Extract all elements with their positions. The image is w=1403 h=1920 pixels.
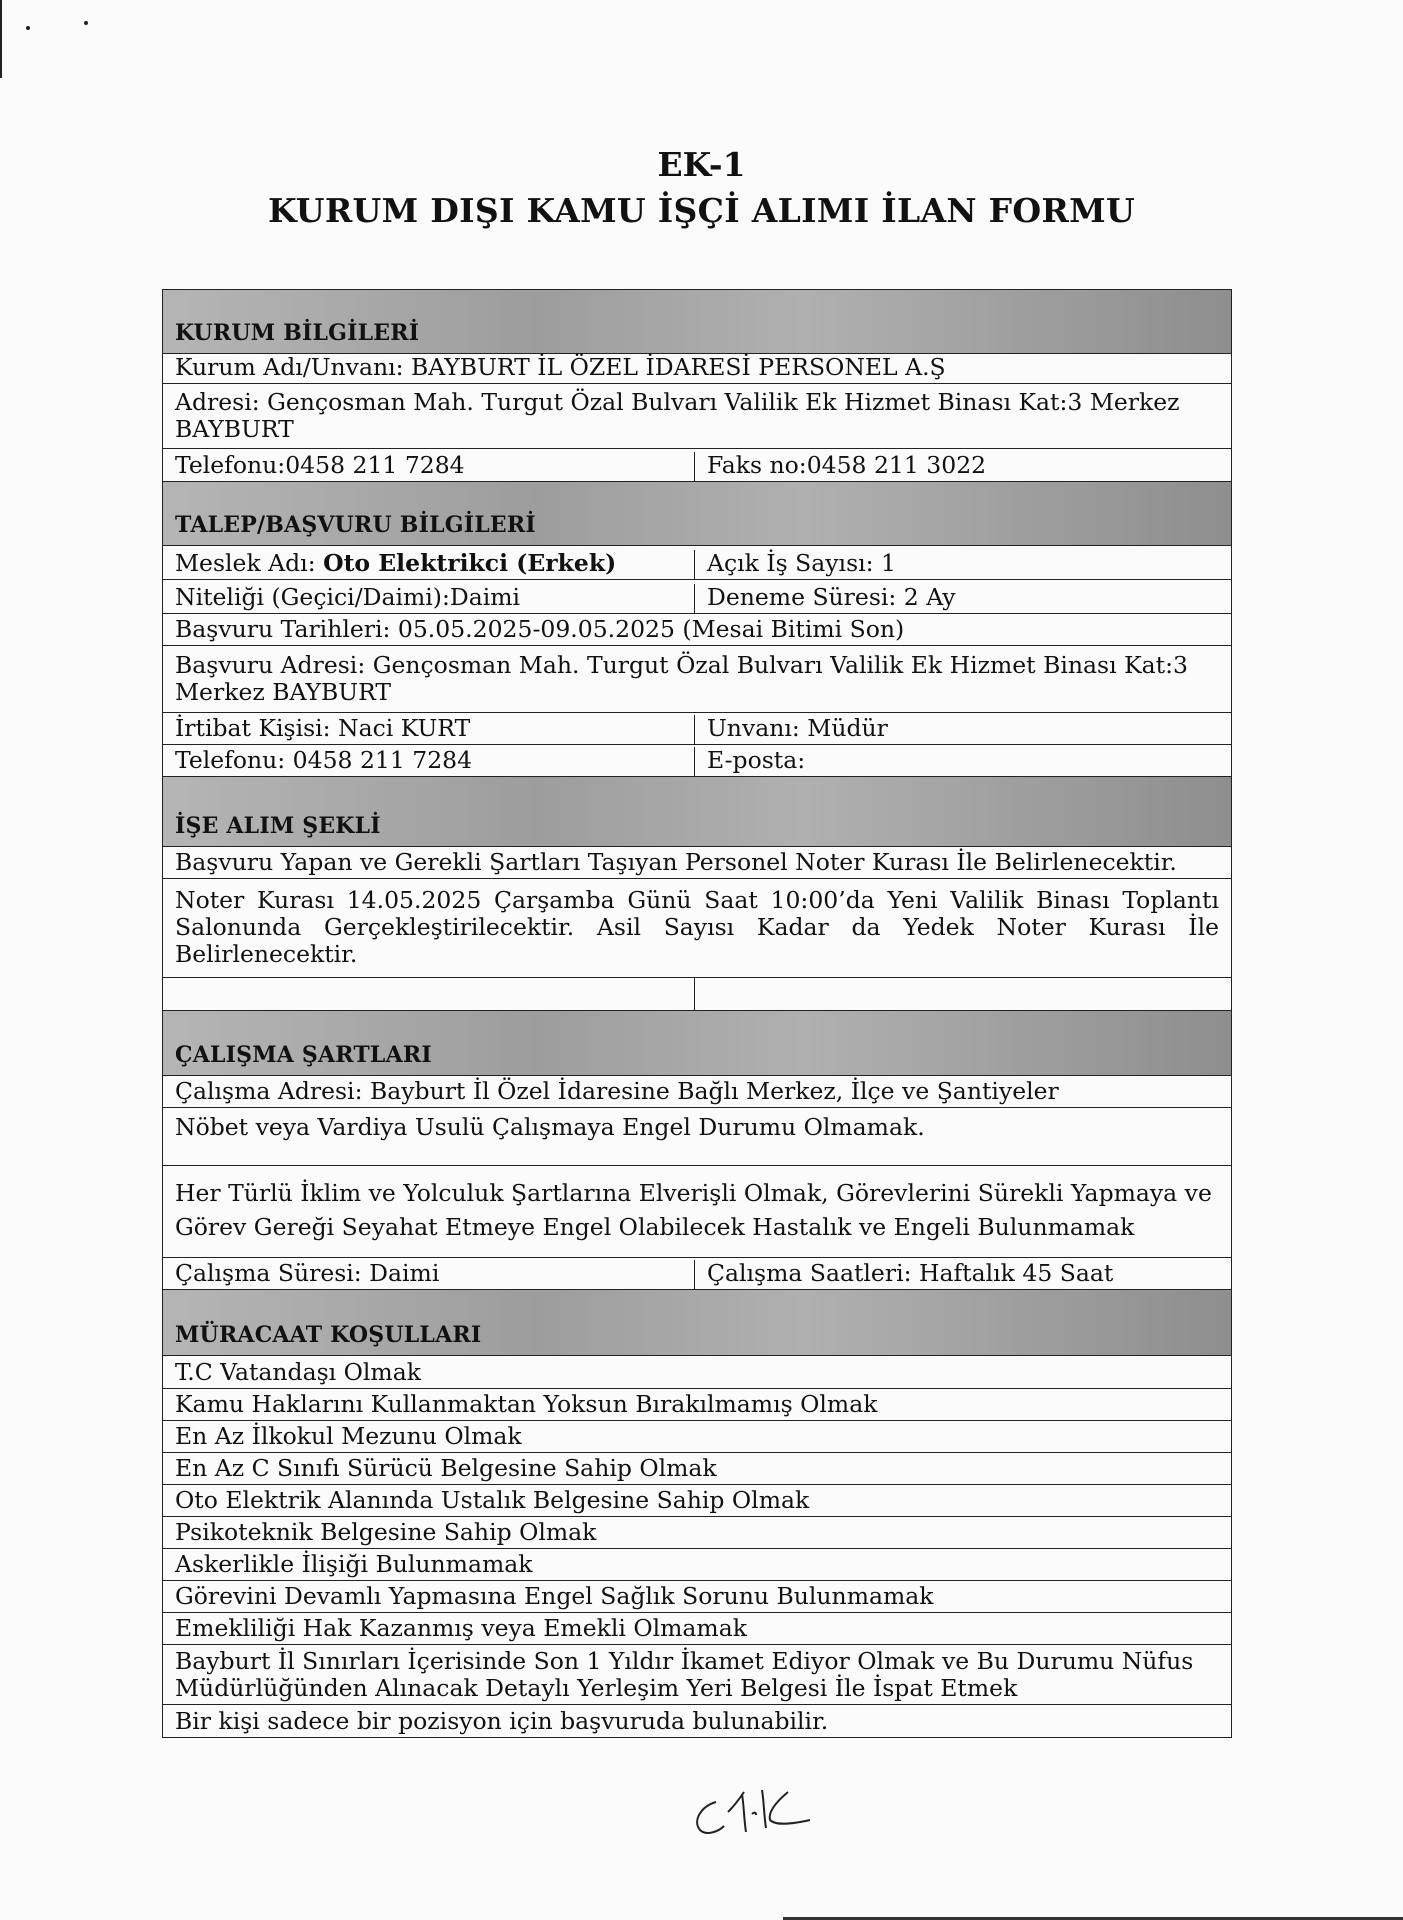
contact-email: E-posta:	[707, 746, 806, 774]
form-row	[163, 879, 1231, 978]
institution-fax: Faks no:0458 211 3022	[707, 451, 987, 479]
contact-title: Unvanı: Müdür	[707, 714, 888, 742]
requirement-item: Emekliliği Hak Kazanmış veya Emekli Olmamak	[175, 1614, 747, 1642]
form-row	[163, 1166, 1231, 1258]
open-positions: Açık İş Sayısı: 1	[707, 549, 896, 577]
application-address: Başvuru Adresi: Gençosman Mah. Turgut Özal Bulvarı Valilik Ek Hizmet Binası Kat:3 Merkez BAYBURT	[175, 651, 1188, 706]
profession-field	[163, 550, 695, 579]
section-header-ise-alim	[163, 777, 1231, 847]
requirement-item: Bir kişi sadece bir pozisyon için başvuruda bulunabilir.	[175, 1707, 829, 1735]
shift-condition: Nöbet veya Vardiya Usulü Çalışmaya Engel Durumu Olmamak.	[175, 1113, 925, 1141]
contact-phone: Telefonu: 0458 211 7284	[163, 747, 695, 776]
requirement-row	[163, 1356, 1231, 1389]
requirement-row	[163, 1421, 1231, 1453]
document-title: KURUM DIŞI KAMU İŞÇİ ALIMI İLAN FORMU	[267, 191, 1136, 230]
annex-label: EK-1	[657, 145, 746, 184]
profession-label: Meslek Adı:	[175, 549, 324, 577]
requirement-row	[163, 1485, 1231, 1517]
scan-speck	[84, 21, 88, 25]
contact-person: İrtibat Kişisi: Naci KURT	[163, 715, 695, 744]
section-title: ÇALIŞMA ŞARTLARI	[175, 1042, 432, 1068]
requirement-item: Bayburt İl Sınırları İçerisinde Son 1 Yıldır İkamet Ediyor Olmak ve Bu Durumu Nüfus Müdürlüğünden Alınacak Detaylı Yerleşim Yeri Belgesi İle İspat Etmek	[175, 1647, 1194, 1702]
form-row	[163, 646, 1231, 713]
institution-phone: Telefonu:0458 211 7284	[163, 452, 695, 481]
requirement-row	[163, 1517, 1231, 1549]
work-duration: Çalışma Süresi: Daimi	[163, 1260, 695, 1289]
section-header-kurum	[163, 290, 1231, 354]
section-header-talep	[163, 482, 1231, 546]
form-row	[163, 745, 1231, 777]
document-header	[0, 142, 1403, 234]
form-row	[163, 1076, 1231, 1108]
requirement-item: Kamu Haklarını Kullanmaktan Yoksun Bırakılmamış Olmak	[175, 1390, 878, 1418]
section-title: MÜRACAAT KOŞULLARI	[175, 1322, 482, 1348]
requirement-item: Psikoteknik Belgesine Sahip Olmak	[175, 1518, 597, 1546]
form-row	[163, 847, 1231, 879]
handwritten-signature	[688, 1772, 848, 1852]
work-address: Çalışma Adresi: Bayburt İl Özel İdaresine Bağlı Merkez, İlçe ve Şantiyeler	[175, 1077, 1059, 1105]
section-header-muracaat	[163, 1290, 1231, 1356]
requirement-item: Askerlikle İlişiği Bulunmamak	[175, 1550, 533, 1578]
form-row	[163, 713, 1231, 745]
form-row	[163, 384, 1231, 449]
form-row	[163, 449, 1231, 482]
empty-cell	[695, 978, 1231, 1010]
requirement-item: T.C Vatandaşı Olmak	[175, 1358, 421, 1386]
requirement-row	[163, 1549, 1231, 1581]
empty-cell	[163, 978, 695, 1010]
form-row	[163, 1258, 1231, 1290]
requirement-item: Görevini Devamlı Yapmasına Engel Sağlık Sorunu Bulunmamak	[175, 1582, 934, 1610]
section-header-calisma	[163, 1011, 1231, 1076]
requirement-item: En Az C Sınıfı Sürücü Belgesine Sahip Olmak	[175, 1454, 717, 1482]
scan-edge-line	[0, 0, 2, 78]
form-row	[163, 546, 1231, 580]
section-title: İŞE ALIM ŞEKLİ	[175, 813, 381, 839]
scan-speck	[26, 26, 30, 30]
form-row	[163, 614, 1231, 646]
lottery-details: Noter Kurası 14.05.2025 Çarşamba Günü Saat 10:00’da Yeni Valilik Binası Toplantı Salonunda Gerçekleştirilecektir. Asil Sayısı Kadar da Yedek Noter Kurası İle Belirlenecektir.	[175, 886, 1219, 968]
position-type: Niteliği (Geçici/Daimi):Daimi	[163, 584, 695, 613]
health-travel-condition: Her Türlü İklim ve Yolculuk Şartlarına Elverişli Olmak, Görevlerini Sürekli Yapmaya ve Görev Gereği Seyahat Etmeye Engel Olabilecek Hastalık ve Engeli Bulunmamak	[175, 1179, 1212, 1241]
requirement-row	[163, 1453, 1231, 1485]
section-title: TALEP/BAŞVURU BİLGİLERİ	[175, 512, 536, 538]
form-row	[163, 1108, 1231, 1166]
form-row	[163, 354, 1231, 384]
requirement-item: En Az İlkokul Mezunu Olmak	[175, 1422, 522, 1450]
institution-address: Adresi: Gençosman Mah. Turgut Özal Bulvarı Valilik Ek Hizmet Binası Kat:3 Merkez BAYBURT	[175, 388, 1180, 443]
application-dates: Başvuru Tarihleri: 05.05.2025-09.05.2025 (Mesai Bitimi Son)	[175, 615, 905, 643]
announcement-form	[162, 289, 1232, 1738]
work-hours: Çalışma Saatleri: Haftalık 45 Saat	[707, 1259, 1114, 1287]
requirement-row	[163, 1705, 1231, 1737]
requirement-row	[163, 1613, 1231, 1645]
requirement-item: Oto Elektrik Alanında Ustalık Belgesine Sahip Olmak	[175, 1486, 810, 1514]
requirement-row	[163, 1389, 1231, 1421]
institution-name: Kurum Adı/Unvanı: BAYBURT İL ÖZEL İDARESİ PERSONEL A.Ş	[175, 353, 946, 381]
form-row	[163, 580, 1231, 614]
section-title: KURUM BİLGİLERİ	[175, 320, 420, 346]
profession-value: Oto Elektrikci (Erkek)	[323, 549, 617, 577]
requirement-row	[163, 1645, 1231, 1705]
requirement-row	[163, 1581, 1231, 1613]
probation-period: Deneme Süresi: 2 Ay	[707, 583, 956, 611]
recruitment-method: Başvuru Yapan ve Gerekli Şartları Taşıyan Personel Noter Kurası İle Belirlenecektir.	[175, 848, 1177, 876]
empty-row	[163, 978, 1231, 1011]
